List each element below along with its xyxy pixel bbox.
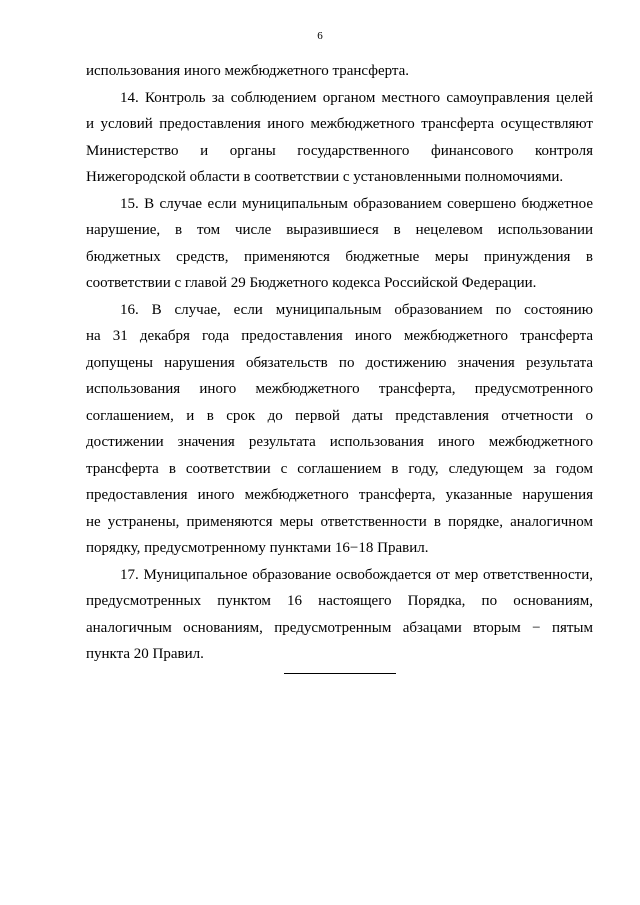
text-line: использования иного межбюджетного трансферта. (86, 63, 410, 79)
text-line: предоставления иного межбюджетного трансферта, указанные нарушения (86, 487, 593, 503)
text-line: 14. Контроль за соблюдением органом местного самоуправления целей (120, 89, 593, 106)
text-line: допущены нарушения обязательств по достижению значения результата (86, 354, 593, 371)
text-line: 17. Муниципальное образование освобождается от мер ответственности, (120, 566, 593, 583)
text-line: Нижегородской области в соответствии с установленными полномочиями. (86, 169, 564, 185)
end-divider-line (284, 673, 396, 674)
text-line: пункта 20 Правил. (86, 646, 204, 662)
paragraph-17 (86, 562, 593, 668)
text-line: не устранены, применяются меры ответственности в порядке, аналогичном (86, 513, 593, 530)
text-line: соглашением, и в срок до первой даты представления отчетности о (86, 407, 593, 424)
paragraph-14 (86, 85, 593, 191)
text-line: порядку, предусмотренному пунктами 16−18 Правил. (86, 540, 429, 556)
text-line: соответствии с главой 29 Бюджетного кодекса Российской Федерации. (86, 275, 537, 291)
text-line: предусмотренных пунктом 16 настоящего Порядка, по основаниям, (86, 593, 593, 609)
text-line: бюджетных средств, применяются бюджетные меры принуждения в (86, 248, 593, 265)
paragraph-15 (86, 191, 593, 297)
text-line: 15. В случае если муниципальным образованием совершено бюджетное (120, 195, 593, 212)
text-line: использования иного межбюджетного трансферта, предусмотренного (86, 381, 593, 397)
paragraph-13-continuation (86, 58, 593, 85)
text-line: и условий предоставления иного межбюджетного трансферта осуществляют (86, 116, 593, 132)
document-body (86, 58, 593, 668)
text-line: нарушение, в том числе выразившиеся в нецелевом использовании (86, 222, 593, 238)
text-line: на 31 декабря года предоставления иного межбюджетного трансферта (86, 328, 593, 344)
text-line: достижении значения результата использования иного межбюджетного (86, 434, 593, 450)
text-line: трансферта в соответствии с соглашением в году, следующем за годом (86, 460, 593, 477)
paragraph-16 (86, 297, 593, 562)
text-line: Министерство и органы государственного финансового контроля (86, 142, 593, 159)
text-line: 16. В случае, если муниципальным образованием по состоянию (120, 301, 593, 318)
page-number: 6 (317, 30, 323, 42)
text-line: аналогичным основаниям, предусмотренным абзацами вторым − пятым (86, 619, 593, 636)
